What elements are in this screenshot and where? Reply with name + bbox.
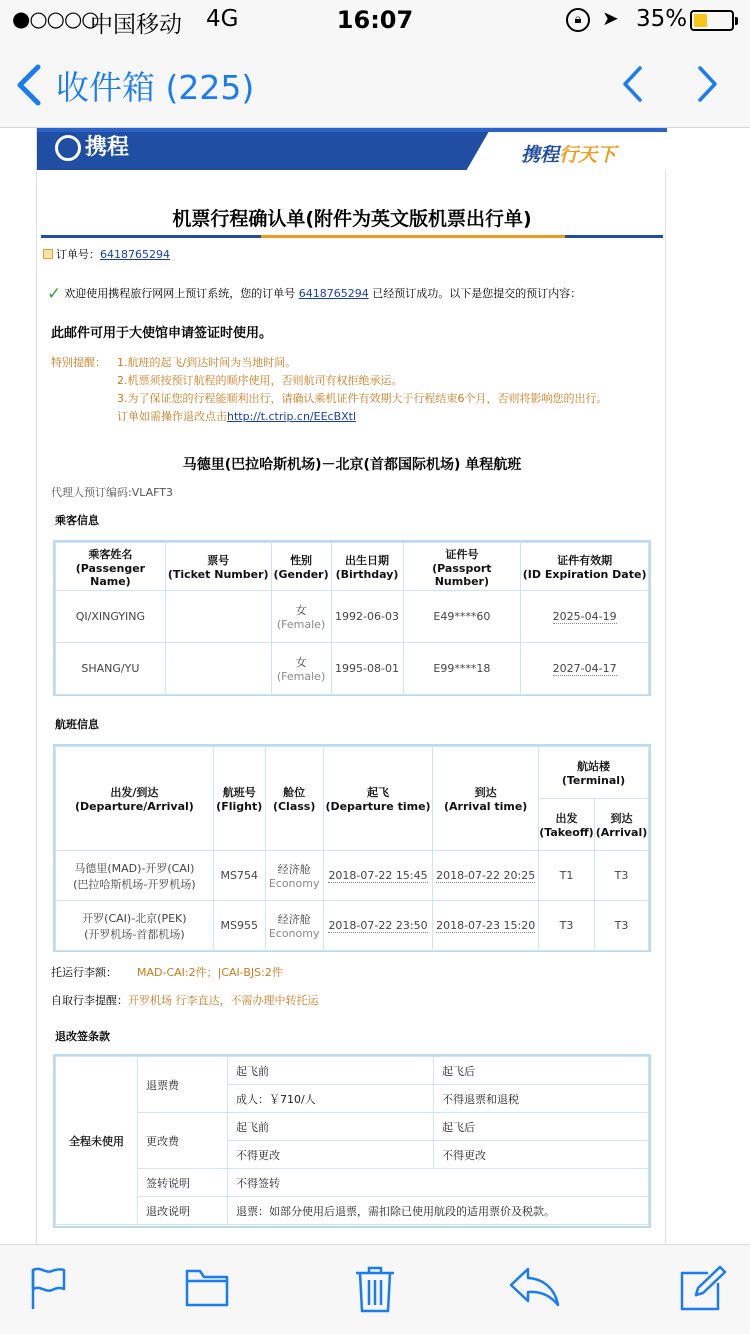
table-row: SHANG/YU 女 (Female) 1995-08-01 E99****18 2027-04-17 xyxy=(56,643,649,695)
change-before-value: 不得更改 xyxy=(228,1141,434,1169)
move-folder-button[interactable] xyxy=(184,1265,230,1313)
chevron-right-icon xyxy=(694,64,720,104)
flag-icon xyxy=(30,1265,66,1311)
ctrip-logo: 携程 xyxy=(55,130,129,161)
checked-baggage-value: MAD-CAI:2件；|CAI-BJS:2件 xyxy=(137,966,283,979)
col-id-expiration: 证件有效期 (ID Expiration Date) xyxy=(521,543,649,591)
trash-icon xyxy=(354,1265,396,1313)
change-fee-label: 更改费 xyxy=(138,1113,228,1169)
network-type: 4G xyxy=(206,6,239,32)
col-flight: 航班号 (Flight) xyxy=(213,747,265,851)
clock: 16:07 xyxy=(336,6,414,34)
chevron-left-icon xyxy=(620,64,646,104)
reply-icon xyxy=(508,1265,560,1309)
refund-table: 全程未使用 退票费 起飞前 起飞后 成人：￥710/人 不得退票和退税 更改费 起飞前 起飞后 不得更改 不得更改 签转说明 不得签转 退改说明 退票：如部分使用后退票，需扣除已使用航段的适用票价及税款。 xyxy=(55,1056,649,1225)
welcome-order-link[interactable]: 6418765294 xyxy=(298,287,369,300)
welcome-message: ✓ 欢迎使用携程旅行网网上预订系统，您的订单号 6418765294 已经预订成功。以下是您提交的预订内容： xyxy=(47,284,582,304)
refund-desc-label: 退改说明 xyxy=(138,1197,228,1225)
chevron-left-icon xyxy=(14,64,44,106)
col-ticket-number: 票号 (Ticket Number) xyxy=(165,543,271,591)
col-terminal-takeoff: 出发 (Takeoff) xyxy=(538,799,594,851)
itinerary-document xyxy=(36,128,666,1244)
col-passenger-name: 乘客姓名 (Passenger Name) xyxy=(56,543,166,591)
refund-scope: 全程未使用 xyxy=(56,1057,138,1225)
flight-section-title: 航班信息 xyxy=(55,718,99,731)
back-button[interactable] xyxy=(14,64,44,110)
nav-bar xyxy=(0,40,750,128)
battery-icon xyxy=(690,10,734,31)
refund-before-value: 成人：￥710/人 xyxy=(228,1085,434,1113)
table-row: 开罗(CAI)-北京(PEK) (开罗机场-首都机场) MS955 经济舱 Economy 2018-07-22 23:50 2018-07-23 15:20 T3 T3 xyxy=(56,901,649,951)
bottom-toolbar xyxy=(0,1244,750,1334)
next-message-button[interactable] xyxy=(694,64,720,108)
battery-percent: 35% xyxy=(636,6,688,32)
endorse-value: 不得签转 xyxy=(228,1169,649,1197)
refund-fee-label: 退票费 xyxy=(138,1057,228,1113)
ctrip-logo-icon xyxy=(55,135,81,161)
title-divider-end xyxy=(565,235,663,238)
carrier-name: 中国移动 xyxy=(90,12,182,38)
checkmark-icon: ✓ xyxy=(47,284,62,304)
rotation-lock-icon: 🔒︎ xyxy=(566,8,590,32)
compose-icon xyxy=(678,1265,726,1313)
status-bar xyxy=(0,0,750,40)
location-arrow-icon: ➤ xyxy=(602,6,619,30)
notice-item: 1.航班的起飞/到达时间为当地时间。 xyxy=(117,356,297,369)
checked-baggage-row: 托运行李额： MAD-CAI:2件；|CAI-BJS:2件 xyxy=(51,966,283,979)
col-birthday: 出生日期 (Birthday) xyxy=(331,543,403,591)
signal-indicator: ●○○○○ xyxy=(12,7,99,31)
route-title: 马德里(巴拉哈斯机场)－北京(首都国际机场) 单程航班 xyxy=(182,457,522,473)
document-title: 机票行程确认单(附件为英文版机票出行单) xyxy=(172,208,532,230)
table-row: 马德里(MAD)-开罗(CAI) (巴拉哈斯机场-开罗机场) MS754 经济舱 Economy 2018-07-22 15:45 2018-07-22 20:25 T1 T3 xyxy=(56,851,649,901)
refund-section-title: 退改签条款 xyxy=(55,1030,110,1043)
notice-item: 2.机票须按预订航程的顺序使用，否则航司有权拒绝承运。 xyxy=(117,374,403,387)
title-divider-accent xyxy=(261,235,565,238)
col-terminal: 航站楼 (Terminal) xyxy=(538,747,648,799)
ctrip-banner xyxy=(37,128,667,170)
notice-label: 特别提醒： xyxy=(51,356,106,369)
folder-icon xyxy=(184,1265,230,1309)
col-arrival-time: 到达 (Arrival time) xyxy=(433,747,539,851)
passenger-table xyxy=(55,542,649,695)
notice-item: 3.为了保证您的行程能顺利出行，请确认乘机证件有效期大于行程结束6个月，否则将影响您的出行。 xyxy=(117,392,608,405)
endorse-label: 签转说明 xyxy=(138,1169,228,1197)
agent-booking-code: 代理人预订编码:VLAFT3 xyxy=(51,486,173,499)
self-pickup-baggage-row: 自取行李提醒：开罗机场 行李直达，不需办理中转托运 xyxy=(51,994,319,1007)
order-number-link[interactable]: 6418765294 xyxy=(100,248,170,261)
mailbox-title[interactable]: 收件箱 (225) xyxy=(56,68,255,107)
change-order-link[interactable]: http://t.ctrip.cn/EEcBXtl xyxy=(227,410,357,423)
col-passport-number: 证件号 (Passport Number) xyxy=(403,543,521,591)
col-departure-arrival: 出发/到达 (Departure/Arrival) xyxy=(56,747,214,851)
previous-message-button[interactable] xyxy=(620,64,646,108)
col-class: 舱位 (Class) xyxy=(265,747,323,851)
order-number-row: 订单号：6418765294 xyxy=(43,246,170,262)
change-after-value: 不得更改 xyxy=(434,1141,649,1169)
refund-after-value: 不得退票和退税 xyxy=(434,1085,649,1113)
compose-button[interactable] xyxy=(678,1265,726,1317)
refund-desc-value: 退票：如部分使用后退票，需扣除已使用航段的适用票价及税款。 xyxy=(228,1197,649,1225)
ctrip-slogan: 携程行天下 xyxy=(521,144,617,166)
col-gender: 性别 (Gender) xyxy=(271,543,331,591)
flag-button[interactable] xyxy=(30,1265,66,1315)
col-terminal-arrival: 到达 (Arrival) xyxy=(594,799,648,851)
flight-table xyxy=(55,746,649,951)
change-instruction: 订单如需操作退改点击http://t.ctrip.cn/EEcBXtl xyxy=(117,410,357,423)
title-divider xyxy=(41,235,261,238)
order-bullet-icon xyxy=(43,249,53,259)
col-departure-time: 起飞 (Departure time) xyxy=(323,747,433,851)
reply-button[interactable] xyxy=(508,1265,560,1313)
passenger-section-title: 乘客信息 xyxy=(55,514,99,527)
delete-button[interactable] xyxy=(354,1265,396,1317)
message-body[interactable] xyxy=(0,128,750,1244)
visa-note: 此邮件可用于大使馆申请签证时使用。 xyxy=(51,326,273,341)
self-pickup-baggage-value: 开罗机场 行李直达，不需办理中转托运 xyxy=(128,994,319,1007)
table-row: QI/XINGYING 女 (Female) 1992-06-03 E49****60 2025-04-19 xyxy=(56,591,649,643)
